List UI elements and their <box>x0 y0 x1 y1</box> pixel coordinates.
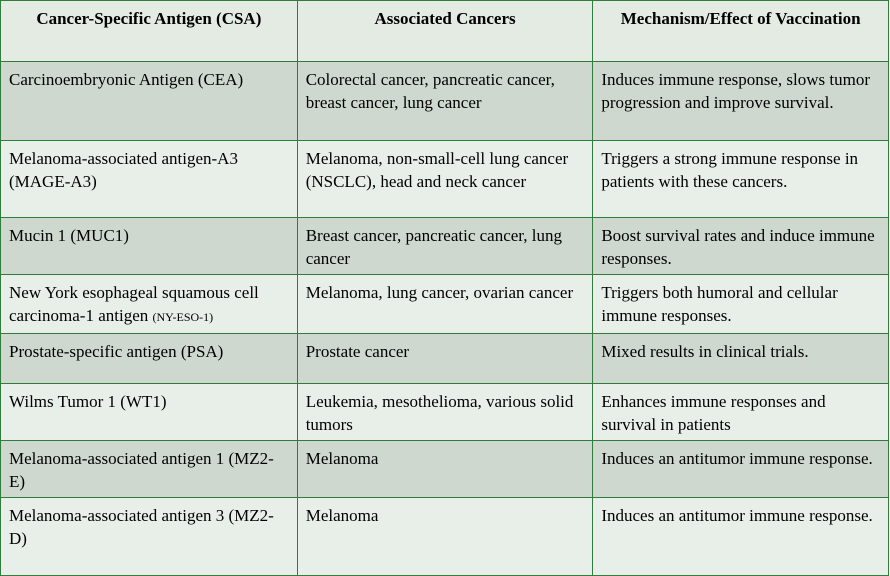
antigen-cell: Melanoma-associated antigen 1 (MZ2-E) <box>1 441 298 498</box>
antigen-cell: Wilms Tumor 1 (WT1) <box>1 384 298 441</box>
cancers-cell: Leukemia, mesothelioma, various solid tumors <box>297 384 593 441</box>
effect-cell: Triggers a strong immune response in patients with these cancers. <box>593 141 889 218</box>
antigen-cell: Melanoma-associated antigen 3 (MZ2-D) <box>1 498 298 576</box>
effect-cell: Enhances immune responses and survival in patients <box>593 384 889 441</box>
antigen-cell <box>1 275 298 334</box>
cancers-cell: Melanoma, lung cancer, ovarian cancer <box>297 275 593 334</box>
cancers-cell: Colorectal cancer, pancreatic cancer, breast cancer, lung cancer <box>297 62 593 141</box>
table-row <box>1 141 889 218</box>
antigen-cell: Carcinoembryonic Antigen (CEA) <box>1 62 298 141</box>
cancers-cell: Prostate cancer <box>297 334 593 384</box>
table-row <box>1 441 889 498</box>
antigen-cell: Melanoma-associated antigen-A3 (MAGE-A3) <box>1 141 298 218</box>
table-row <box>1 275 889 334</box>
header-cancers: Associated Cancers <box>297 1 593 62</box>
table-row <box>1 218 889 275</box>
effect-cell: Triggers both humoral and cellular immune responses. <box>593 275 889 334</box>
cancers-cell: Melanoma <box>297 441 593 498</box>
table-row <box>1 498 889 576</box>
header-row <box>1 1 889 62</box>
cancers-cell: Melanoma, non-small-cell lung cancer (NSCLC), head and neck cancer <box>297 141 593 218</box>
effect-cell: Boost survival rates and induce immune responses. <box>593 218 889 275</box>
table-row <box>1 334 889 384</box>
effect-cell: Mixed results in clinical trials. <box>593 334 889 384</box>
header-antigen: Cancer-Specific Antigen (CSA) <box>1 1 298 62</box>
antigen-cell: Prostate-specific antigen (PSA) <box>1 334 298 384</box>
antigen-abbrev: (NY-ESO-1) <box>152 310 214 324</box>
table-row <box>1 384 889 441</box>
header-effect: Mechanism/Effect of Vaccination <box>593 1 889 62</box>
cancers-cell: Melanoma <box>297 498 593 576</box>
effect-cell: Induces an antitumor immune response. <box>593 441 889 498</box>
effect-cell: Induces immune response, slows tumor progression and improve survival. <box>593 62 889 141</box>
antigen-cell: Mucin 1 (MUC1) <box>1 218 298 275</box>
cancers-cell: Breast cancer, pancreatic cancer, lung cancer <box>297 218 593 275</box>
antigen-name: New York esophageal squamous cell carcinoma-1 antigen <box>9 283 259 325</box>
effect-cell: Induces an antitumor immune response. <box>593 498 889 576</box>
table-row <box>1 62 889 141</box>
